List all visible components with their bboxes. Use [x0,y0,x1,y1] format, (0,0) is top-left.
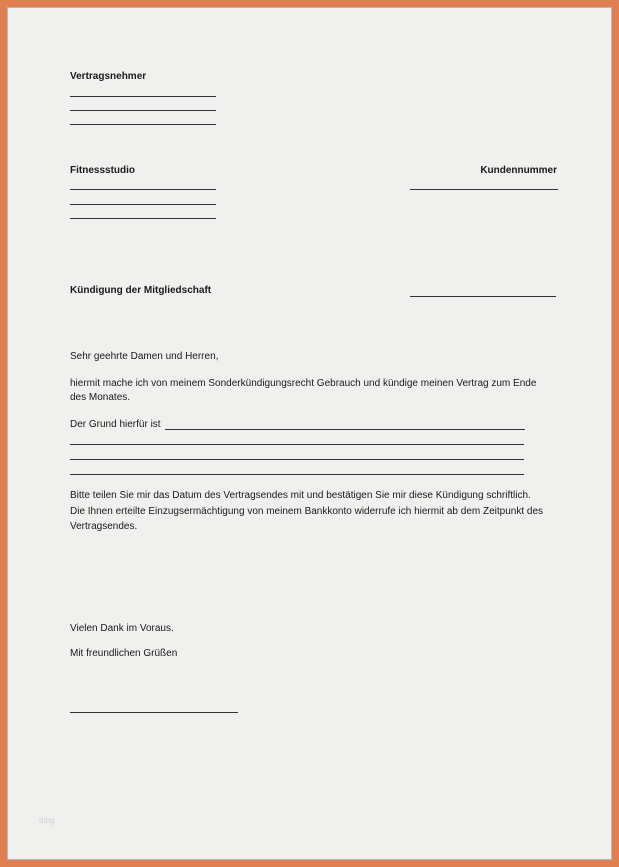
reason-line-4 [70,474,524,475]
subject: Kündigung der Mitgliedschaft [70,285,212,296]
studio-street-line [70,204,216,205]
intro-line-1: hiermit mache ich von meinem Sonderkündigungsrecht Gebrauch und kündige meinen Vertrag zum Ende [70,378,537,389]
request-line-3: Vertragsendes. [70,521,138,532]
studio-city-line [70,218,216,219]
reason-line-3 [70,459,524,460]
document-page [7,7,612,860]
contractor-street-line [70,110,216,111]
studio-label: Fitnessstudio [70,165,136,176]
request-line-1: Bitte teilen Sie mir das Datum des Vertragsendes mit und bestätigen Sie mir diese Kündigung schriftlich. [70,490,531,501]
date-line [410,296,556,297]
request-line-2: Die Ihnen erteilte Einzugsermächtigung von meinem Bankkonto widerrufe ich hiermit ab dem Zeitpunkt des [70,506,544,517]
studio-name-line [70,189,216,190]
closing-regards: Mit freundlichen Grüßen [70,648,178,659]
reason-label: Der Grund hierfür ist [70,419,161,430]
closing-thanks: Vielen Dank im Voraus. [70,623,174,634]
customer-number-label: Kundennummer [480,165,557,176]
contractor-city-line [70,124,216,125]
reason-line-2 [70,444,524,445]
contractor-name-line [70,96,216,97]
reason-line-1 [165,429,525,430]
contractor-label: Vertragsnehmer [70,71,147,82]
customer-number-line [410,189,558,190]
watermark: tbbg [39,816,55,825]
salutation: Sehr geehrte Damen und Herren, [70,351,219,362]
signature-line [70,712,238,713]
intro-line-2: des Monates. [70,392,131,403]
